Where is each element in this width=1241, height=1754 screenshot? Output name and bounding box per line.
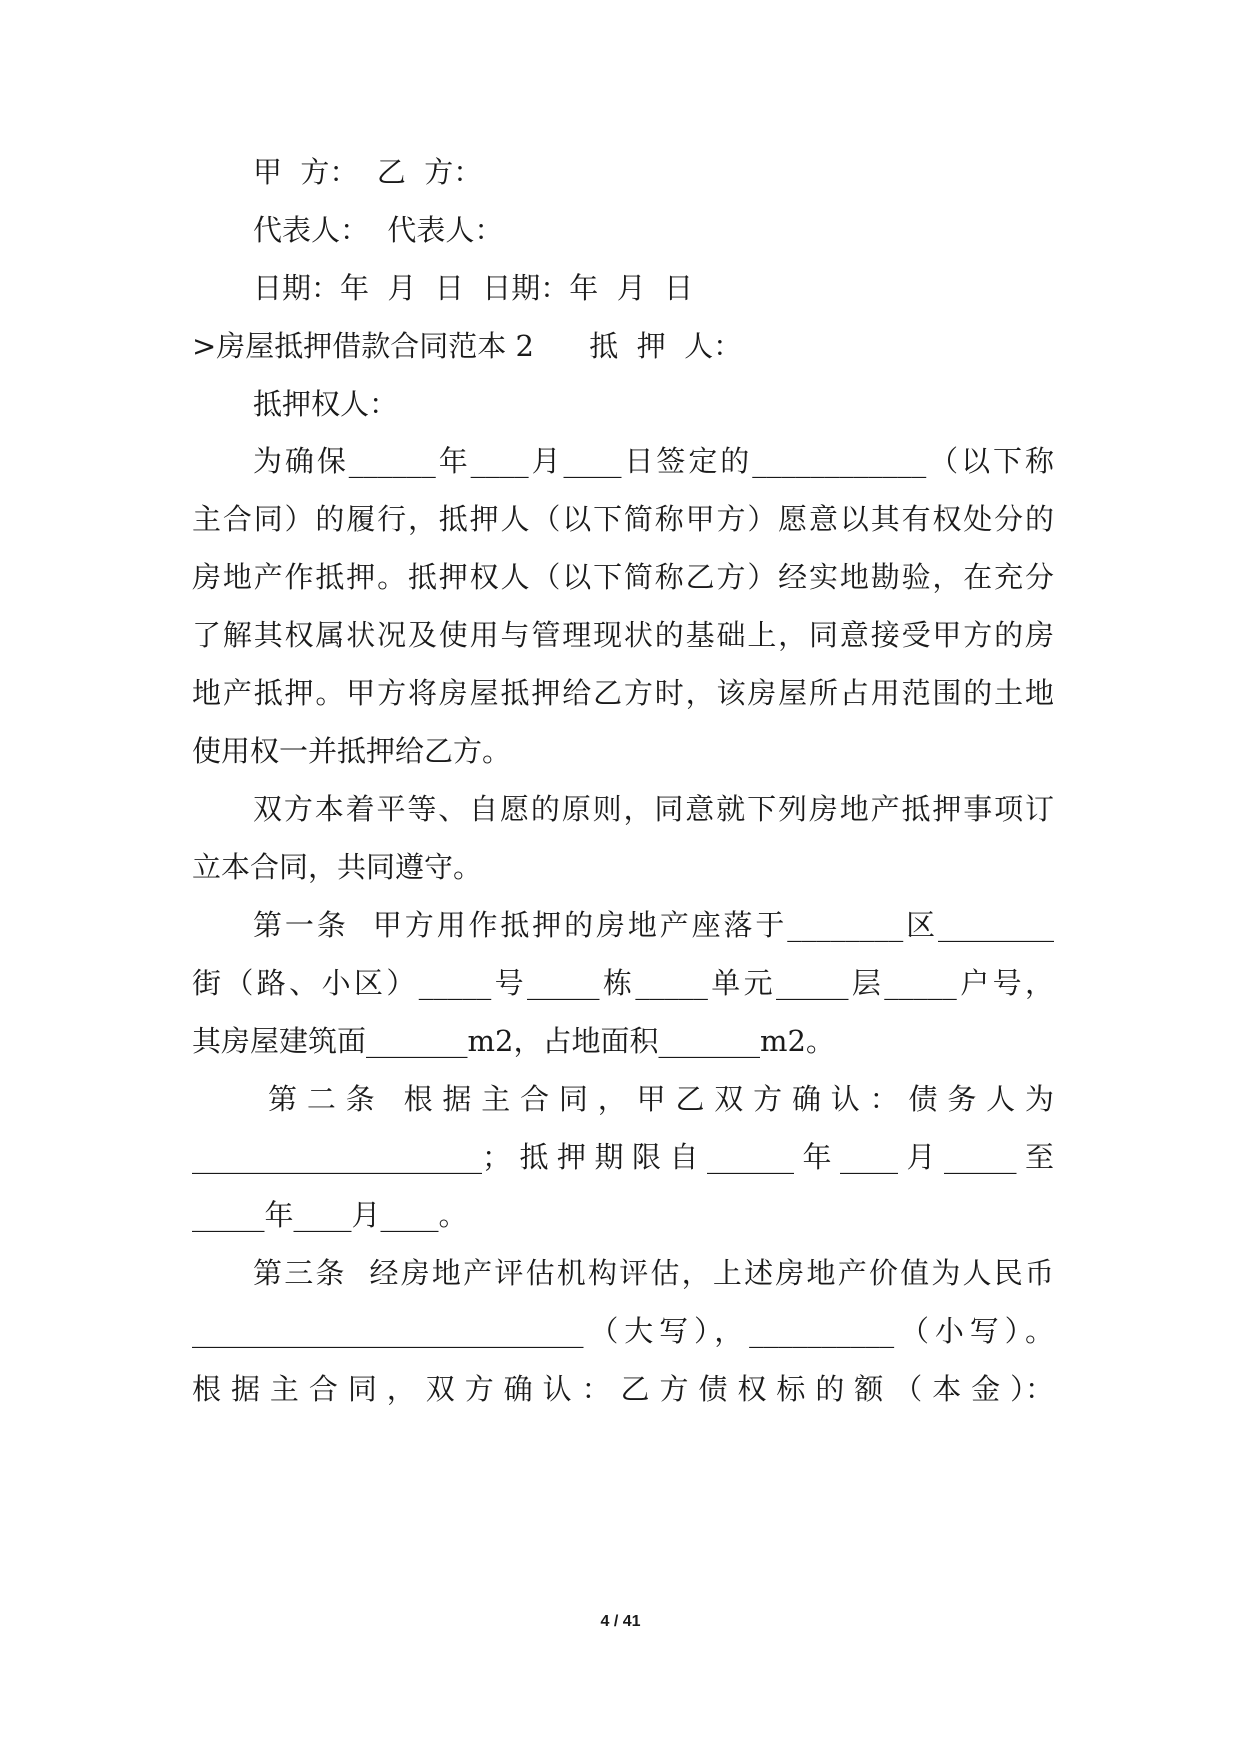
paragraph-line: 主合同）的履行，抵押人（以下简称甲方）愿意以其有权处分的 bbox=[192, 502, 1054, 536]
paragraph-line: 双方本着平等、自愿的原则，同意就下列房地产抵押事项订 bbox=[253, 792, 1054, 826]
article-one-line: 第一条 甲方用作抵押的房地产座落于________区________ bbox=[253, 908, 1054, 942]
article-two-line: ____________________；抵押期限自______年____月_____至 bbox=[192, 1140, 1054, 1174]
paragraph-line: 地产抵押。甲方将房屋抵押给乙方时，该房屋所占用范围的土地 bbox=[192, 676, 1054, 710]
paragraph-line: 为确保______年____月____日签定的____________（以下称 bbox=[253, 444, 1054, 478]
paragraph-line: 了解其权属状况及使用与管理现状的基础上，同意接受甲方的房 bbox=[192, 618, 1054, 652]
article-one-line: 其房屋建筑面_______m2，占地面积_______m2。 bbox=[192, 1024, 835, 1058]
article-one-line: 街（路、小区）_____号_____栋_____单元_____层_____户号， bbox=[192, 966, 1054, 1000]
mortgagee-line: 抵押权人： bbox=[253, 387, 399, 421]
article-two-line: _____年____月____。 bbox=[192, 1198, 468, 1232]
contract-title-line: >房屋抵押借款合同范本 2 抵 押 人： bbox=[192, 329, 743, 363]
signature-representatives-line: 代表人： 代表人： bbox=[253, 213, 504, 247]
article-three-line: ___________________________（大写），__________（小写）。 bbox=[192, 1314, 1054, 1348]
paragraph-line: 立本合同，共同遵守。 bbox=[192, 850, 483, 884]
paragraph-line: 房地产作抵押。抵押权人（以下简称乙方）经实地勘验，在充分 bbox=[192, 560, 1054, 594]
article-three-line: 第三条 经房地产评估机构评估，上述房地产价值为人民币 bbox=[253, 1256, 1054, 1290]
signature-dates-line: 日期：年 月 日 日期：年 月 日 bbox=[253, 271, 694, 305]
article-three-line: 根 据 主 合 同 ， 双 方 确 认 ： 乙 方 债 权 标 的 额 （ 本 金 ）： bbox=[192, 1372, 1054, 1406]
article-two-line: 第 二 条 根 据 主 合 同 ， 甲 乙 双 方 确 认 ： 债 务 人 为 bbox=[268, 1082, 1054, 1116]
paragraph-line: 使用权一并抵押给乙方。 bbox=[192, 734, 512, 768]
signature-parties-line: 甲 方： 乙 方： bbox=[253, 155, 483, 189]
page-number: 4 / 41 bbox=[600, 1613, 641, 1630]
